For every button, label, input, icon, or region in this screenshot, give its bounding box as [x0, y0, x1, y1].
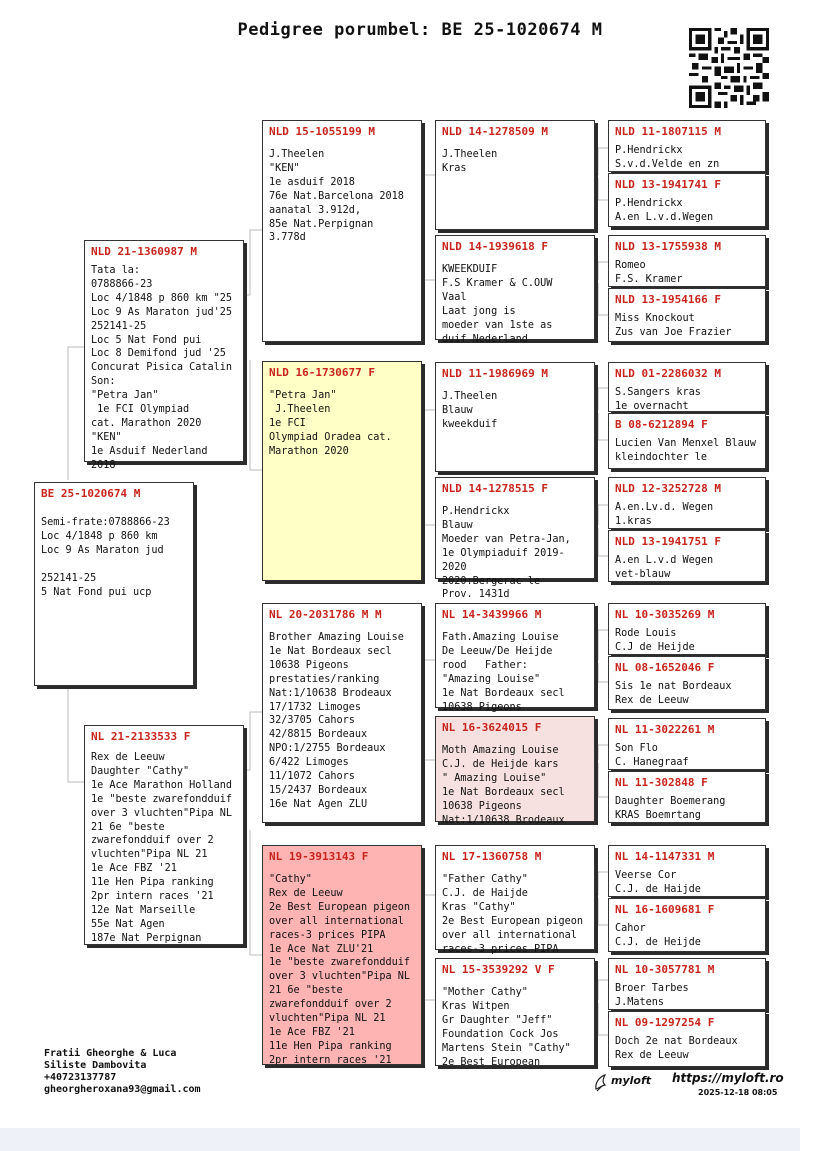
grandsire-maternal-ring: NL 20-2031786 M M: [269, 608, 382, 621]
granddam-maternal-card[interactable]: [262, 845, 422, 1065]
gen5-ring-6: B 08-6212894 F: [615, 418, 708, 431]
granddam-paternal-ring: NLD 16-1730677 F: [269, 366, 375, 379]
sire-notes: Tata la: 0788866-23 Loc 4/1848 p 860 km "25 Loc 9 As Maraton jud'25 252141-25 Loc 5 Nat Fond pui Loc 8 Demifond jud '25 Concurat Pisica Catalin Son: "Petra Jan" 1e FCI Olympiad cat. Marathon 2020 "KEN" 1e Asduif Nederland 2018: [91, 265, 233, 471]
gen4-notes-4: P.Hendrickx Blauw Moeder van Petra-Jan, 1e Olympiaduif 2019-2020 2020:Bergerac le Prov. 1431d: [442, 506, 571, 601]
gen5-card-12[interactable]: [608, 771, 766, 823]
gen5-ring-15: NL 10-3057781 M: [615, 963, 715, 976]
print-date: 2025-12-18 08:05: [698, 1088, 778, 1097]
gen5-card-2[interactable]: [608, 173, 766, 227]
gen4-notes-6: Moth Amazing Louise C.J. de Heijde kars " Amazing Louise" 1e Nat Bordeaux secl 10638 Pigeons Nat:1/10638 Brodeaux: [442, 745, 565, 826]
gen4-notes-5: Fath.Amazing Louise De Leeuw/De Heijde rood Father: "Amazing Louise" 1e Nat Bordeaux secl 10638 Pigeons: [442, 632, 565, 713]
gen5-notes-8: A.en L.v.d Wegen vet-blauw: [615, 555, 714, 580]
gen5-notes-12: Daughter Boemerang KRAS Boemrtang: [615, 796, 726, 821]
gen5-notes-14: Cahor C.J. de Heijde: [615, 923, 701, 948]
gen5-card-10[interactable]: [608, 656, 766, 710]
gen5-notes-15: Broer Tarbes J.Matens: [615, 983, 689, 1008]
gen4-notes-1: J.Theelen Kras: [442, 149, 498, 174]
gen5-ring-11: NL 11-3022261 M: [615, 723, 715, 736]
gen5-ring-14: NL 16-1609681 F: [615, 903, 715, 916]
gen5-notes-13: Veerse Cor C.J. de Haijde: [615, 870, 701, 895]
pigeon-logo-icon: [593, 1071, 611, 1093]
granddam-maternal-ring: NL 19-3913143 F: [269, 850, 369, 863]
gen5-card-1[interactable]: [608, 120, 766, 172]
gen4-ring-3: NLD 11-1986969 M: [442, 367, 548, 380]
gen5-notes-9: Rode Louis C.J de Heijde: [615, 628, 695, 653]
gen5-card-3[interactable]: [608, 235, 766, 287]
gen5-card-9[interactable]: [608, 603, 766, 655]
gen4-ring-1: NLD 14-1278509 M: [442, 125, 548, 138]
grandsire-paternal-notes: J.Theelen "KEN" 1e asduif 2018 76e Nat.Barcelona 2018 aanatal 3.912d, 85e Nat.Perpignan 3.778d: [269, 149, 404, 244]
owner-email[interactable]: gheorgheroxana93@gmail.com: [44, 1084, 201, 1095]
gen5-ring-10: NL 08-1652046 F: [615, 661, 715, 674]
gen5-ring-16: NL 09-1297254 F: [615, 1016, 715, 1029]
page-title: Pedigree porumbel: BE 25-1020674 M: [237, 20, 603, 40]
gen5-card-11[interactable]: [608, 718, 766, 770]
gen5-card-13[interactable]: [608, 845, 766, 897]
subject-card[interactable]: [34, 482, 194, 686]
dam-notes: Rex de Leeuw Daughter "Cathy" 1e Ace Marathon Holland 1e "beste zwarefondduif over 3 vluchten"Pipa NL 21 6e "beste zwarefondduif over 2 vluchten"Pipa NL 21 1e Ace FBZ '21 11e Hen Pipa ranking 2pr intern races '21 12e Nat Marseille 55e Nat Agen 187e Nat Perpignan: [91, 752, 233, 944]
gen5-card-8[interactable]: [608, 530, 766, 582]
owner-name: Fratii Gheorghe & Luca: [44, 1048, 177, 1059]
gen5-ring-3: NLD 13-1755938 M: [615, 240, 721, 253]
gen4-card-3[interactable]: [435, 362, 595, 472]
gen4-notes-7: "Father Cathy" C.J. de Haijde Kras "Cathy" 2e Best European pigeon over all international races-3 prices PIPA: [442, 874, 584, 955]
logo-text: myloft: [611, 1074, 652, 1087]
gen5-ring-7: NLD 12-3252728 M: [615, 482, 721, 495]
owner-contact: [44, 1048, 201, 1096]
gen5-notes-5: S.Sangers kras 1e overnacht: [615, 387, 701, 412]
gen5-card-6[interactable]: [608, 413, 766, 469]
site-link[interactable]: https://myloft.ro: [672, 1071, 784, 1085]
sire-ring: NLD 21-1360987 M: [91, 245, 197, 258]
dam-ring: NL 21-2133533 F: [91, 730, 191, 743]
gen4-card-1[interactable]: [435, 120, 595, 230]
gen5-ring-1: NLD 11-1807115 M: [615, 125, 721, 138]
gen5-notes-16: Doch 2e nat Bordeaux Rex de Leeuw: [615, 1036, 738, 1061]
gen4-card-7[interactable]: [435, 845, 595, 955]
gen5-ring-4: NLD 13-1954166 F: [615, 293, 721, 306]
gen4-ring-8: NL 15-3539292 V F: [442, 963, 555, 976]
grandsire-paternal-card[interactable]: [262, 120, 422, 342]
gen5-notes-6: Lucien Van Menxel Blauw kleindochter le: [615, 438, 757, 463]
gen5-notes-4: Miss Knockout Zus van Joe Frazier: [615, 313, 732, 338]
gen5-card-4[interactable]: [608, 288, 766, 342]
granddam-maternal-notes: "Cathy" Rex de Leeuw 2e Best European pigeon over all international races-3 prices PIPA 1e Ace Nat ZLU'21 1e "beste zwarefondduif over 3 vluchten"Pipa NL 21 6e "beste zwarefondduif over 2 vluchten"Pipa NL 21 1e Ace FBZ '21 11e Hen Pipa ranking 2pr intern races '21: [269, 874, 411, 1066]
gen4-notes-8: "Mother Cathy" Kras Witpen Gr Daughter "Jeff" Foundation Cock Jos Martens Stein "Cathy" 2e Best European: [442, 987, 571, 1068]
gen5-card-7[interactable]: [608, 477, 766, 529]
gen5-card-16[interactable]: [608, 1011, 766, 1067]
gen4-card-2[interactable]: [435, 235, 595, 345]
gen4-notes-3: J.Theelen Blauw kweekduif: [442, 391, 498, 430]
grandsire-paternal-ring: NLD 15-1055199 M: [269, 125, 375, 138]
gen5-card-5[interactable]: [608, 362, 766, 412]
gen4-card-4[interactable]: [435, 477, 595, 601]
gen4-ring-5: NL 14-3439966 M: [442, 608, 542, 621]
owner-phone[interactable]: +40723137787: [44, 1072, 117, 1083]
gen5-notes-1: P.Hendrickx S.v.d.Velde en zn: [615, 145, 720, 170]
gen4-card-6[interactable]: [435, 716, 595, 826]
gen5-ring-8: NLD 13-1941751 F: [615, 535, 721, 548]
gen5-ring-2: NLD 13-1941741 F: [615, 178, 721, 191]
gen5-notes-2: P.Hendrickx A.en L.v.d.Wegen: [615, 198, 714, 223]
grandsire-maternal-notes: Brother Amazing Louise 1e Nat Bordeaux secl 10638 Pigeons prestaties/ranking Nat:1/10638 Brodeaux 17/1732 Limoges 32/3705 Cahors 42/8815 Bordeaux NPO:1/2755 Bordeaux 6/422 Limoges 11/1072 Cahors 15/2437 Bordeaux 16e Nat Agen ZLU: [269, 632, 404, 810]
gen4-ring-6: NL 16-3624015 F: [442, 721, 542, 734]
grandsire-maternal-card[interactable]: [262, 603, 422, 823]
gen4-notes-2: KWEEKDUIF F.S Kramer & C.OUW Vaal Laat jong is moeder van 1ste as duif Nederland: [442, 264, 553, 345]
gen5-notes-11: Son Flo C. Hanegraaf: [615, 743, 689, 768]
gen4-ring-2: NLD 14-1939618 F: [442, 240, 548, 253]
gen4-card-5[interactable]: [435, 603, 595, 713]
gen4-card-8[interactable]: [435, 958, 595, 1066]
granddam-paternal-notes: "Petra Jan" J.Theelen 1e FCI Olympiad Oradea cat. Marathon 2020: [269, 390, 392, 457]
granddam-paternal-card[interactable]: [262, 361, 422, 581]
subject-ring: BE 25-1020674 M: [41, 487, 141, 500]
gen4-ring-7: NL 17-1360758 M: [442, 850, 542, 863]
gen5-notes-7: A.en.Lv.d. Wegen 1.kras: [615, 502, 714, 527]
owner-location: Siliste Dambovita: [44, 1060, 147, 1071]
gen5-ring-5: NLD 01-2286032 M: [615, 367, 721, 380]
myloft-logo[interactable]: [593, 1071, 663, 1095]
sire-card[interactable]: [84, 240, 244, 471]
gen5-notes-3: Romeo F.S. Kramer: [615, 260, 683, 285]
gen5-card-14[interactable]: [608, 898, 766, 952]
gen4-ring-4: NLD 14-1278515 F: [442, 482, 548, 495]
gen5-card-15[interactable]: [608, 958, 766, 1010]
gen5-notes-10: Sis 1e nat Bordeaux Rex de Leeuw: [615, 681, 732, 706]
subject-notes: Semi-frate:0788866-23 Loc 4/1848 p 860 km Loc 9 As Maraton jud 252141-25 5 Nat Fond pui ucp: [41, 517, 170, 598]
gen5-ring-12: NL 11-302848 F: [615, 776, 708, 789]
dam-card[interactable]: [84, 725, 244, 945]
gen5-ring-13: NL 14-1147331 M: [615, 850, 715, 863]
gen5-ring-9: NL 10-3035269 M: [615, 608, 715, 621]
